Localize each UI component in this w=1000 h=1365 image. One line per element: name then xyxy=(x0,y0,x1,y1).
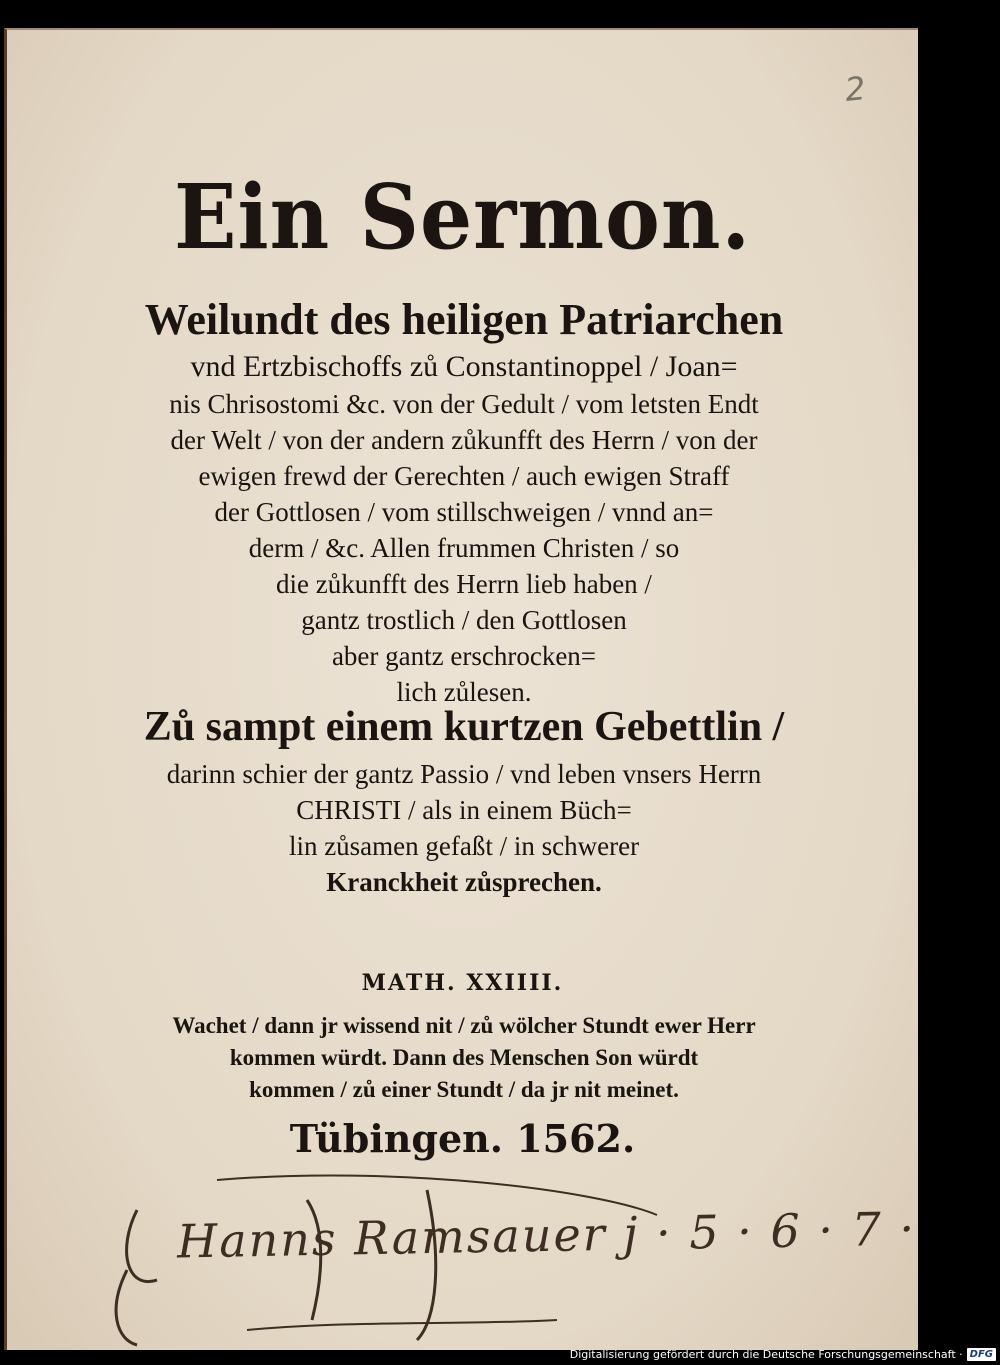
verse-line: kommen / zů einer Stundt / da jr nit meinet. xyxy=(249,1077,679,1102)
description-line: ewigen frewd der Gerechten / auch ewigen Straff xyxy=(198,461,730,491)
description-line: lich zůlesen. xyxy=(396,677,532,707)
description-line: die zůkunfft des Herrn lieb haben / xyxy=(276,569,652,599)
description-line: derm / &c. Allen frummen Christen / so xyxy=(248,533,680,563)
footer-text: Digitalisierung gefördert durch die Deutsche Forschungsgemeinschaft · xyxy=(569,1347,963,1361)
footer-credit xyxy=(570,1345,996,1363)
scripture-reference: MATH. XXIIII. xyxy=(361,970,564,996)
verse-line: Wachet / dann jr wissend nit / zů wölcher Stundt ewer Herr xyxy=(172,1013,756,1038)
dfg-logo-icon: DFG xyxy=(967,1348,996,1361)
subtitle-block xyxy=(57,698,871,900)
imprint: Tübingen. 1562. xyxy=(289,1116,636,1161)
description-line: Weilundt des heiligen Patriarchen xyxy=(144,295,784,344)
verse-block xyxy=(67,1010,861,1106)
verse-line: kommen würdt. Dann des Menschen Son würdt xyxy=(229,1045,699,1070)
description-line: der Welt / von der andern zůkunfft des Herrn / von der xyxy=(170,425,758,455)
subtitle-line: CHRISTI / als in einem Büch= xyxy=(296,795,632,825)
page-title: Ein Sermon. xyxy=(173,166,752,270)
description-line: aber gantz erschrocken= xyxy=(331,641,597,671)
description-line: der Gottlosen / vom stillschweigen / vnnd an= xyxy=(214,497,714,527)
pencil-page-number: 2 xyxy=(843,69,868,109)
description-line: vnd Ertzbischoffs zů Constantinoppel / Joan= xyxy=(190,350,738,383)
description-block xyxy=(57,292,871,710)
description-line: gantz trostlich / den Gottlosen xyxy=(301,605,627,635)
subtitle-line: Kranckheit zůsprechen. xyxy=(326,867,602,897)
title-page xyxy=(4,28,918,1350)
description-line: nis Chrisostomi &c. von der Gedult / vom letsten Endt xyxy=(169,389,759,419)
subtitle-line: lin zůsamen gefaßt / in schwerer xyxy=(288,831,640,861)
subtitle-line: Zů sampt einem kurtzen Gebettlin / xyxy=(143,704,785,750)
owner-signature: Hanns Ramsauer j · 5 · 6 · 7 · xyxy=(176,1201,917,1269)
subtitle-line: darinn schier der gantz Passio / vnd leben vnsers Herrn xyxy=(166,759,762,789)
